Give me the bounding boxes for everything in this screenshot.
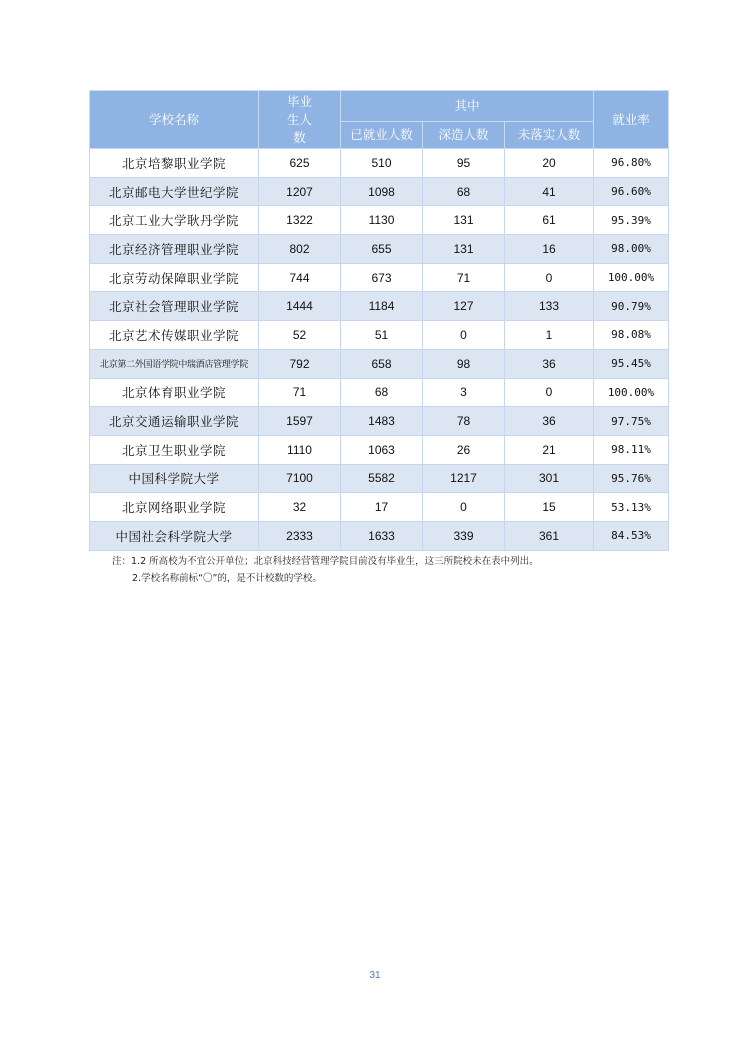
further-study-cell: 78 <box>423 407 505 436</box>
employment-rate-cell: 84.53% <box>594 521 669 550</box>
unemployed-cell: 20 <box>505 149 594 178</box>
employed-cell: 1130 <box>341 206 423 235</box>
further-study-cell: 68 <box>423 177 505 206</box>
unemployed-cell: 15 <box>505 493 594 522</box>
employed-cell: 673 <box>341 263 423 292</box>
employed-cell: 1184 <box>341 292 423 321</box>
header-rate: 就业率 <box>594 91 669 149</box>
header-school: 学校名称 <box>90 91 259 149</box>
table-row <box>90 263 669 292</box>
school-name-cell: 中国社会科学院大学 <box>90 521 259 550</box>
employment-rate-cell: 96.80% <box>594 149 669 178</box>
school-name-cell: 北京网络职业学院 <box>90 493 259 522</box>
table-row <box>90 407 669 436</box>
employment-rate-cell: 97.75% <box>594 407 669 436</box>
page-number: 31 <box>369 970 381 981</box>
table-row <box>90 349 669 378</box>
further-study-cell: 71 <box>423 263 505 292</box>
graduates-cell: 1597 <box>259 407 341 436</box>
further-study-cell: 95 <box>423 149 505 178</box>
table-body <box>90 149 669 551</box>
unemployed-cell: 36 <box>505 407 594 436</box>
table-row <box>90 378 669 407</box>
employed-cell: 51 <box>341 321 423 350</box>
header-graduates <box>259 91 341 149</box>
graduates-cell: 625 <box>259 149 341 178</box>
further-study-cell: 26 <box>423 435 505 464</box>
header-graduates-label: 毕业生人数 <box>286 93 312 145</box>
table-row <box>90 206 669 235</box>
table-row <box>90 149 669 178</box>
table-row <box>90 177 669 206</box>
employment-rate-cell: 53.13% <box>594 493 669 522</box>
school-name-cell: 北京交通运输职业学院 <box>90 407 259 436</box>
graduates-cell: 2333 <box>259 521 341 550</box>
school-name-cell: 中国科学院大学 <box>90 464 259 493</box>
unemployed-cell: 21 <box>505 435 594 464</box>
graduates-cell: 71 <box>259 378 341 407</box>
school-name-cell: 北京邮电大学世纪学院 <box>90 177 259 206</box>
school-name-cell: 北京培黎职业学院 <box>90 149 259 178</box>
employed-cell: 1098 <box>341 177 423 206</box>
further-study-cell: 0 <box>423 321 505 350</box>
table-row <box>90 292 669 321</box>
header-further-study: 深造人数 <box>423 122 505 149</box>
employment-rate-cell: 98.00% <box>594 235 669 264</box>
employment-rate-cell: 95.45% <box>594 349 669 378</box>
unemployed-cell: 0 <box>505 378 594 407</box>
further-study-cell: 339 <box>423 521 505 550</box>
header-unemployed: 未落实人数 <box>505 122 594 149</box>
further-study-cell: 1217 <box>423 464 505 493</box>
further-study-cell: 98 <box>423 349 505 378</box>
graduates-cell: 802 <box>259 235 341 264</box>
graduates-cell: 52 <box>259 321 341 350</box>
employed-cell: 1633 <box>341 521 423 550</box>
further-study-cell: 131 <box>423 235 505 264</box>
school-name-cell: 北京经济管理职业学院 <box>90 235 259 264</box>
unemployed-cell: 361 <box>505 521 594 550</box>
school-name-cell: 北京第二外国语学院中瑞酒店管理学院 <box>90 349 259 378</box>
graduates-cell: 7100 <box>259 464 341 493</box>
further-study-cell: 127 <box>423 292 505 321</box>
school-name-cell: 北京卫生职业学院 <box>90 435 259 464</box>
employed-cell: 68 <box>341 378 423 407</box>
header-among: 其中 <box>341 91 594 122</box>
table-row <box>90 435 669 464</box>
graduates-cell: 1322 <box>259 206 341 235</box>
school-name-cell: 北京艺术传媒职业学院 <box>90 321 259 350</box>
graduates-cell: 1110 <box>259 435 341 464</box>
school-name-cell: 北京体育职业学院 <box>90 378 259 407</box>
unemployed-cell: 16 <box>505 235 594 264</box>
employment-rate-cell: 95.76% <box>594 464 669 493</box>
unemployed-cell: 36 <box>505 349 594 378</box>
unemployed-cell: 41 <box>505 177 594 206</box>
further-study-cell: 0 <box>423 493 505 522</box>
table-row <box>90 321 669 350</box>
header-employed: 已就业人数 <box>341 122 423 149</box>
table-row <box>90 521 669 550</box>
employment-rate-cell: 96.60% <box>594 177 669 206</box>
graduates-cell: 1444 <box>259 292 341 321</box>
employment-rate-cell: 100.00% <box>594 378 669 407</box>
further-study-cell: 131 <box>423 206 505 235</box>
employment-rate-cell: 98.08% <box>594 321 669 350</box>
employment-rate-cell: 95.39% <box>594 206 669 235</box>
unemployed-cell: 0 <box>505 263 594 292</box>
school-name-cell: 北京劳动保障职业学院 <box>90 263 259 292</box>
employed-cell: 510 <box>341 149 423 178</box>
graduates-cell: 744 <box>259 263 341 292</box>
employed-cell: 5582 <box>341 464 423 493</box>
table-row <box>90 493 669 522</box>
graduates-cell: 32 <box>259 493 341 522</box>
unemployed-cell: 301 <box>505 464 594 493</box>
unemployed-cell: 133 <box>505 292 594 321</box>
employment-rate-cell: 90.79% <box>594 292 669 321</box>
further-study-cell: 3 <box>423 378 505 407</box>
school-name-cell: 北京社会管理职业学院 <box>90 292 259 321</box>
table-notes <box>112 553 539 587</box>
employment-table <box>89 90 669 551</box>
graduates-cell: 792 <box>259 349 341 378</box>
table-header <box>90 91 669 149</box>
employed-cell: 1063 <box>341 435 423 464</box>
note-line-2: 2.学校名称前标“〇”的，是不计校数的学校。 <box>132 573 322 584</box>
employed-cell: 658 <box>341 349 423 378</box>
employed-cell: 17 <box>341 493 423 522</box>
unemployed-cell: 1 <box>505 321 594 350</box>
unemployed-cell: 61 <box>505 206 594 235</box>
school-name-cell: 北京工业大学耿丹学院 <box>90 206 259 235</box>
graduates-cell: 1207 <box>259 177 341 206</box>
employment-rate-cell: 100.00% <box>594 263 669 292</box>
employed-cell: 655 <box>341 235 423 264</box>
employment-rate-cell: 98.11% <box>594 435 669 464</box>
table-row <box>90 235 669 264</box>
table-row <box>90 464 669 493</box>
note-line-1: 注：1.2 所高校为不宜公开单位；北京科技经营管理学院目前没有毕业生，这三所院校未在表中列出。 <box>112 556 539 567</box>
employed-cell: 1483 <box>341 407 423 436</box>
